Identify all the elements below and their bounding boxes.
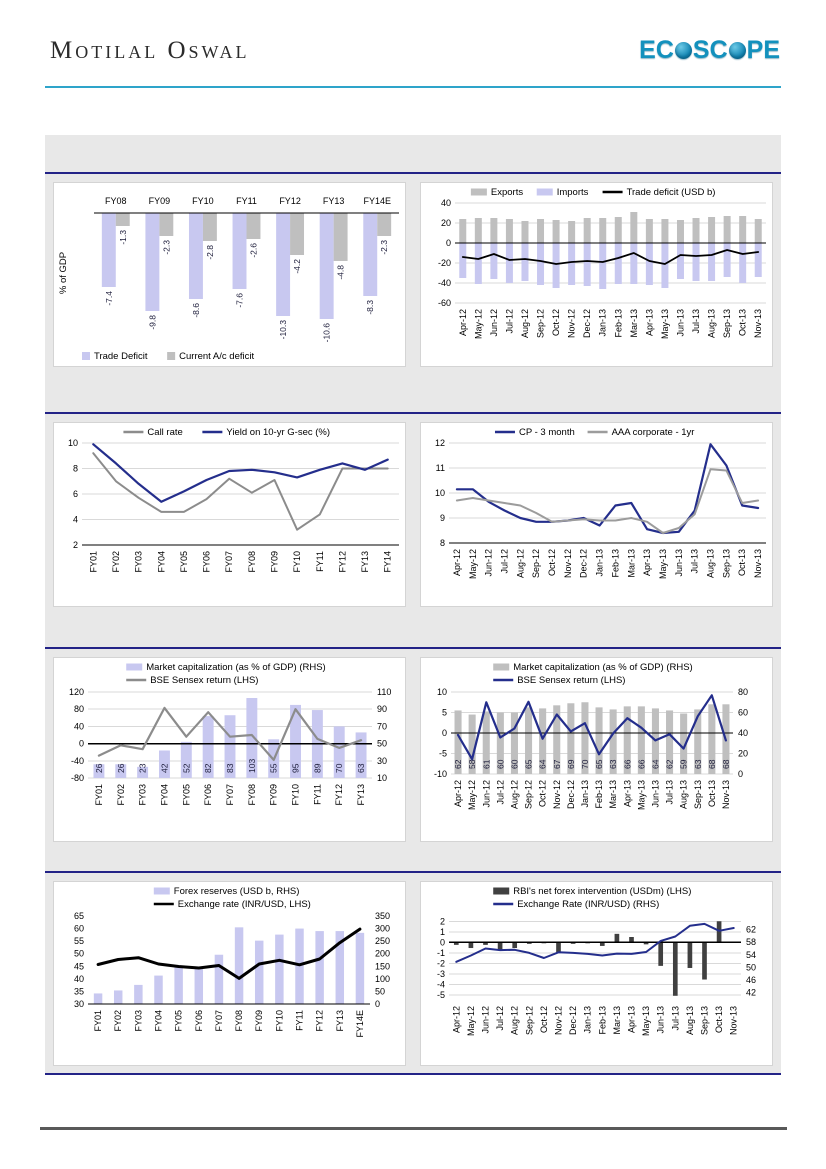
svg-text:-10.6: -10.6 bbox=[321, 323, 332, 343]
svg-text:Jun-12: Jun-12 bbox=[483, 549, 494, 577]
svg-text:Aug-12: Aug-12 bbox=[519, 309, 530, 339]
svg-text:100: 100 bbox=[375, 973, 391, 984]
svg-text:Feb-13: Feb-13 bbox=[610, 549, 621, 578]
svg-text:FY11: FY11 bbox=[314, 551, 325, 572]
svg-text:300: 300 bbox=[375, 923, 391, 934]
rbi-intervention-svg bbox=[421, 882, 772, 1065]
chart-row-1 bbox=[45, 174, 781, 414]
svg-text:63: 63 bbox=[356, 763, 367, 773]
svg-text:-2.8: -2.8 bbox=[204, 245, 215, 260]
svg-text:Jul-13: Jul-13 bbox=[689, 549, 700, 574]
svg-text:FY05: FY05 bbox=[173, 1010, 184, 1032]
svg-text:FY14: FY14 bbox=[382, 551, 393, 573]
svg-text:4: 4 bbox=[72, 514, 78, 525]
chart-row-3 bbox=[45, 649, 781, 873]
svg-text:10: 10 bbox=[67, 438, 78, 448]
svg-text:60: 60 bbox=[73, 923, 84, 934]
svg-text:Jun-12: Jun-12 bbox=[480, 1006, 491, 1034]
svg-text:Jul-12: Jul-12 bbox=[504, 309, 515, 334]
svg-text:FY02: FY02 bbox=[115, 784, 126, 806]
twin-deficit-svg bbox=[54, 183, 405, 366]
svg-text:Jul-12: Jul-12 bbox=[495, 1006, 506, 1031]
svg-text:FY12: FY12 bbox=[279, 196, 301, 206]
svg-text:CP - 3 month: CP - 3 month bbox=[518, 427, 575, 438]
svg-text:Jul-12: Jul-12 bbox=[495, 780, 506, 805]
svg-text:Jan-13: Jan-13 bbox=[582, 1006, 593, 1034]
svg-text:FY06: FY06 bbox=[193, 1010, 204, 1032]
svg-text:Jan-13: Jan-13 bbox=[579, 780, 590, 808]
svg-text:63: 63 bbox=[608, 759, 619, 769]
svg-text:83: 83 bbox=[225, 763, 235, 773]
section-title-band bbox=[45, 135, 781, 174]
svg-text:35: 35 bbox=[73, 986, 84, 997]
svg-text:FY14E: FY14E bbox=[363, 196, 391, 206]
svg-text:-10.3: -10.3 bbox=[278, 320, 289, 340]
svg-text:May-12: May-12 bbox=[467, 780, 478, 811]
svg-text:5: 5 bbox=[441, 707, 447, 718]
svg-text:Jun-13: Jun-13 bbox=[655, 1006, 666, 1034]
svg-text:1: 1 bbox=[439, 926, 445, 937]
svg-text:-60: -60 bbox=[437, 298, 451, 308]
svg-text:Dec-12: Dec-12 bbox=[582, 309, 593, 339]
chart-forex-reserves bbox=[53, 881, 406, 1066]
svg-text:Jul-13: Jul-13 bbox=[691, 309, 702, 334]
svg-text:103: 103 bbox=[246, 758, 257, 773]
chart-trade-balance bbox=[420, 182, 773, 367]
svg-text:-2.3: -2.3 bbox=[379, 240, 390, 255]
ecoscope-logo bbox=[639, 38, 780, 63]
svg-text:63: 63 bbox=[692, 759, 703, 769]
svg-text:30: 30 bbox=[73, 999, 84, 1009]
svg-text:Feb-13: Feb-13 bbox=[594, 780, 605, 809]
svg-text:FY05: FY05 bbox=[178, 551, 189, 573]
svg-text:FY11: FY11 bbox=[312, 784, 323, 805]
svg-text:70: 70 bbox=[579, 759, 590, 769]
svg-text:Trade Deficit: Trade Deficit bbox=[94, 351, 148, 362]
svg-text:11: 11 bbox=[435, 463, 445, 473]
svg-text:FY09: FY09 bbox=[269, 551, 280, 573]
svg-text:-10: -10 bbox=[433, 769, 447, 779]
svg-text:Apr-13: Apr-13 bbox=[642, 549, 653, 577]
svg-text:0: 0 bbox=[441, 728, 447, 738]
svg-text:Apr-12: Apr-12 bbox=[451, 1006, 462, 1034]
svg-text:2: 2 bbox=[72, 540, 78, 550]
svg-text:Nov-12: Nov-12 bbox=[562, 549, 573, 579]
svg-text:Sep-12: Sep-12 bbox=[535, 309, 546, 339]
svg-text:Aug-13: Aug-13 bbox=[678, 780, 689, 810]
svg-text:Apr-12: Apr-12 bbox=[453, 780, 464, 808]
svg-text:-2: -2 bbox=[436, 958, 445, 969]
svg-text:FY09: FY09 bbox=[254, 1010, 265, 1032]
svg-text:Nov-13: Nov-13 bbox=[753, 549, 764, 579]
svg-text:40: 40 bbox=[73, 721, 84, 732]
svg-text:FY09: FY09 bbox=[148, 196, 171, 206]
svg-text:70: 70 bbox=[334, 763, 345, 773]
svg-text:Feb-13: Feb-13 bbox=[597, 1006, 608, 1035]
svg-text:Market capitalization (as % of: Market capitalization (as % of GDP) (RHS) bbox=[146, 662, 326, 673]
svg-text:62: 62 bbox=[453, 759, 464, 769]
svg-text:Mar-13: Mar-13 bbox=[628, 309, 639, 338]
svg-text:Apr-12: Apr-12 bbox=[451, 549, 462, 577]
footer-rule bbox=[40, 1127, 787, 1130]
svg-text:Mar-13: Mar-13 bbox=[611, 1006, 622, 1035]
svg-text:58: 58 bbox=[746, 937, 757, 948]
svg-text:80: 80 bbox=[738, 687, 749, 697]
svg-text:Dec-12: Dec-12 bbox=[565, 780, 576, 810]
chart-row-4 bbox=[45, 873, 781, 1075]
svg-text:Forex reserves (USD b, RHS): Forex reserves (USD b, RHS) bbox=[173, 886, 300, 897]
logo-text-segment: PE bbox=[746, 36, 780, 64]
svg-text:FY13: FY13 bbox=[334, 1010, 345, 1032]
svg-text:Oct-12: Oct-12 bbox=[537, 780, 548, 808]
svg-text:70: 70 bbox=[377, 721, 388, 732]
svg-text:May-12: May-12 bbox=[473, 309, 484, 340]
chart-rates-fy bbox=[53, 422, 406, 607]
svg-text:Apr-13: Apr-13 bbox=[644, 309, 655, 337]
svg-text:FY02: FY02 bbox=[110, 551, 121, 573]
svg-text:Oct-13: Oct-13 bbox=[737, 549, 748, 577]
svg-text:FY10: FY10 bbox=[292, 551, 303, 573]
svg-text:Aug-13: Aug-13 bbox=[706, 309, 717, 339]
svg-text:-20: -20 bbox=[437, 258, 451, 268]
chart-money-market-rates bbox=[420, 422, 773, 607]
svg-text:55: 55 bbox=[268, 763, 279, 773]
svg-text:FY01: FY01 bbox=[93, 784, 104, 806]
svg-text:Aug-13: Aug-13 bbox=[684, 1006, 695, 1036]
svg-text:FY01: FY01 bbox=[88, 551, 99, 573]
svg-text:% of GDP: % of GDP bbox=[58, 251, 69, 295]
svg-text:69: 69 bbox=[565, 759, 576, 769]
svg-text:50: 50 bbox=[73, 948, 84, 959]
svg-text:May-13: May-13 bbox=[636, 780, 647, 811]
svg-text:65: 65 bbox=[523, 759, 534, 769]
trade-balance-svg bbox=[421, 183, 772, 366]
svg-text:Jun-12: Jun-12 bbox=[481, 780, 492, 808]
svg-text:FY09: FY09 bbox=[268, 784, 279, 806]
svg-text:Apr-13: Apr-13 bbox=[626, 1006, 637, 1034]
chart-mcap-sensex-monthly bbox=[420, 657, 773, 842]
svg-text:Nov-13: Nov-13 bbox=[720, 780, 731, 810]
svg-text:250: 250 bbox=[375, 936, 391, 947]
svg-text:-2.6: -2.6 bbox=[248, 243, 259, 258]
svg-text:Nov-12: Nov-12 bbox=[566, 309, 577, 339]
svg-text:65: 65 bbox=[594, 759, 605, 769]
svg-text:Exchange Rate (INR/USD) (RHS): Exchange Rate (INR/USD) (RHS) bbox=[517, 899, 660, 910]
svg-text:200: 200 bbox=[375, 948, 391, 959]
svg-text:Aug-12: Aug-12 bbox=[515, 549, 526, 579]
svg-text:Aug-13: Aug-13 bbox=[705, 549, 716, 579]
svg-text:80: 80 bbox=[73, 704, 84, 715]
globe-icon bbox=[675, 42, 692, 59]
svg-text:May-12: May-12 bbox=[467, 549, 478, 580]
svg-text:23: 23 bbox=[137, 763, 148, 773]
svg-text:FY02: FY02 bbox=[113, 1010, 124, 1032]
svg-text:10: 10 bbox=[377, 773, 388, 783]
logo-text-segment: EC bbox=[639, 36, 674, 64]
svg-text:Jun-13: Jun-13 bbox=[650, 780, 661, 808]
svg-text:-2.3: -2.3 bbox=[161, 240, 172, 255]
svg-text:Yield on 10-yr G-sec (%): Yield on 10-yr G-sec (%) bbox=[226, 427, 331, 438]
svg-text:10: 10 bbox=[434, 488, 445, 498]
svg-text:50: 50 bbox=[377, 738, 388, 749]
svg-text:45: 45 bbox=[73, 961, 84, 972]
svg-text:FY04: FY04 bbox=[159, 784, 170, 806]
svg-text:10: 10 bbox=[436, 687, 447, 697]
logo-text-segment: SC bbox=[692, 36, 728, 64]
svg-text:Jul-13: Jul-13 bbox=[664, 780, 675, 805]
svg-text:FY12: FY12 bbox=[334, 784, 345, 806]
svg-text:Aug-12: Aug-12 bbox=[509, 780, 520, 810]
svg-text:Nov-12: Nov-12 bbox=[553, 1006, 564, 1036]
svg-text:Oct-12: Oct-12 bbox=[538, 1006, 549, 1034]
svg-text:Market capitalization (as % of: Market capitalization (as % of GDP) (RHS) bbox=[513, 662, 693, 673]
svg-text:Oct-12: Oct-12 bbox=[551, 309, 562, 337]
svg-text:FY10: FY10 bbox=[192, 196, 214, 206]
svg-text:FY10: FY10 bbox=[290, 784, 301, 806]
svg-text:AAA corporate - 1yr: AAA corporate - 1yr bbox=[611, 427, 695, 438]
svg-text:0: 0 bbox=[445, 238, 451, 248]
svg-text:52: 52 bbox=[181, 763, 192, 773]
svg-text:62: 62 bbox=[664, 759, 675, 769]
svg-text:Jul-13: Jul-13 bbox=[670, 1006, 681, 1031]
svg-text:6: 6 bbox=[72, 489, 78, 499]
mcap-sensex-fy-svg bbox=[54, 658, 405, 841]
svg-text:12: 12 bbox=[434, 438, 445, 448]
svg-text:Mar-13: Mar-13 bbox=[626, 549, 637, 578]
svg-text:FY03: FY03 bbox=[133, 551, 144, 573]
svg-text:Oct-13: Oct-13 bbox=[714, 1006, 725, 1034]
svg-text:Dec-12: Dec-12 bbox=[568, 1006, 579, 1036]
svg-text:20: 20 bbox=[738, 748, 749, 759]
svg-text:FY01: FY01 bbox=[93, 1010, 104, 1032]
svg-text:FY06: FY06 bbox=[203, 784, 214, 806]
svg-text:0: 0 bbox=[738, 769, 744, 779]
svg-text:BSE Sensex return (LHS): BSE Sensex return (LHS) bbox=[517, 675, 626, 686]
svg-text:-7.6: -7.6 bbox=[234, 293, 245, 308]
svg-text:Oct-13: Oct-13 bbox=[706, 780, 717, 808]
svg-text:40: 40 bbox=[73, 973, 84, 984]
svg-text:May-13: May-13 bbox=[659, 309, 670, 340]
svg-text:-8.6: -8.6 bbox=[190, 303, 201, 318]
svg-text:Exports: Exports bbox=[490, 187, 524, 198]
svg-text:Current A/c deficit: Current A/c deficit bbox=[179, 351, 255, 362]
svg-text:-1.3: -1.3 bbox=[117, 230, 128, 245]
svg-text:26: 26 bbox=[93, 763, 104, 773]
svg-text:Trade deficit (USD b): Trade deficit (USD b) bbox=[626, 187, 716, 198]
svg-text:Sep-13: Sep-13 bbox=[721, 549, 732, 579]
svg-text:61: 61 bbox=[481, 759, 492, 769]
svg-text:60: 60 bbox=[738, 707, 749, 718]
chart-twin-deficit bbox=[53, 182, 406, 367]
svg-text:62: 62 bbox=[746, 924, 757, 935]
svg-text:FY11: FY11 bbox=[236, 196, 257, 206]
svg-text:59: 59 bbox=[678, 759, 689, 769]
forex-reserves-svg bbox=[54, 882, 405, 1065]
svg-text:-7.4: -7.4 bbox=[103, 291, 114, 306]
svg-text:Exchange rate (INR/USD, LHS): Exchange rate (INR/USD, LHS) bbox=[177, 899, 311, 910]
mcap-sensex-monthly-svg bbox=[421, 658, 772, 841]
chart-mcap-sensex-fy bbox=[53, 657, 406, 842]
svg-text:0: 0 bbox=[375, 999, 381, 1009]
svg-text:60: 60 bbox=[495, 759, 506, 769]
svg-text:-4.8: -4.8 bbox=[335, 265, 346, 280]
svg-text:FY11: FY11 bbox=[294, 1010, 305, 1031]
svg-text:Jan-13: Jan-13 bbox=[594, 549, 605, 577]
svg-text:67: 67 bbox=[551, 759, 562, 769]
svg-text:20: 20 bbox=[440, 218, 451, 228]
svg-text:Apr-12: Apr-12 bbox=[457, 309, 468, 337]
svg-text:FY06: FY06 bbox=[201, 551, 212, 573]
svg-text:95: 95 bbox=[290, 763, 301, 773]
svg-text:Jan-13: Jan-13 bbox=[597, 309, 608, 337]
chart-row-2 bbox=[45, 414, 781, 649]
svg-text:90: 90 bbox=[377, 704, 388, 715]
svg-text:Call rate: Call rate bbox=[147, 427, 183, 438]
svg-text:Sep-13: Sep-13 bbox=[722, 309, 733, 339]
svg-text:65: 65 bbox=[73, 911, 84, 921]
svg-text:50: 50 bbox=[746, 962, 757, 973]
globe-icon bbox=[729, 42, 746, 59]
svg-text:FY03: FY03 bbox=[133, 1010, 144, 1032]
svg-text:FY10: FY10 bbox=[274, 1010, 285, 1032]
svg-text:-4: -4 bbox=[436, 979, 445, 990]
svg-text:46: 46 bbox=[746, 975, 757, 986]
svg-text:Apr-13: Apr-13 bbox=[622, 780, 633, 808]
svg-text:-4.2: -4.2 bbox=[292, 259, 303, 274]
svg-text:Dec-12: Dec-12 bbox=[578, 549, 589, 579]
svg-text:42: 42 bbox=[746, 987, 757, 998]
svg-text:30: 30 bbox=[377, 755, 388, 766]
rates-fy-svg bbox=[54, 423, 405, 606]
svg-text:FY08: FY08 bbox=[246, 551, 257, 573]
svg-text:42: 42 bbox=[159, 763, 170, 773]
svg-text:May-13: May-13 bbox=[641, 1006, 652, 1037]
svg-text:Feb-13: Feb-13 bbox=[613, 309, 624, 338]
svg-text:89: 89 bbox=[312, 763, 323, 773]
svg-text:68: 68 bbox=[720, 759, 731, 769]
svg-text:BSE Sensex return (LHS): BSE Sensex return (LHS) bbox=[150, 675, 259, 686]
svg-text:Sep-13: Sep-13 bbox=[699, 1006, 710, 1036]
svg-text:FY07: FY07 bbox=[213, 1010, 224, 1032]
svg-text:FY08: FY08 bbox=[105, 196, 127, 206]
svg-text:-80: -80 bbox=[70, 773, 84, 783]
page-header bbox=[50, 36, 780, 66]
svg-text:Nov-12: Nov-12 bbox=[551, 780, 562, 810]
svg-text:0: 0 bbox=[439, 937, 445, 948]
svg-text:8: 8 bbox=[72, 463, 78, 474]
svg-text:64: 64 bbox=[537, 759, 548, 769]
svg-text:Imports: Imports bbox=[556, 187, 589, 198]
svg-text:FY05: FY05 bbox=[181, 784, 192, 806]
svg-text:Aug-12: Aug-12 bbox=[509, 1006, 520, 1036]
svg-text:Sep-12: Sep-12 bbox=[524, 1006, 535, 1036]
svg-text:26: 26 bbox=[115, 763, 126, 773]
svg-text:Jul-12: Jul-12 bbox=[499, 549, 510, 574]
svg-text:FY13: FY13 bbox=[356, 784, 367, 806]
svg-text:Jun-12: Jun-12 bbox=[488, 309, 499, 337]
svg-text:FY13: FY13 bbox=[360, 551, 371, 573]
svg-text:FY04: FY04 bbox=[156, 551, 167, 573]
svg-text:2: 2 bbox=[439, 916, 445, 927]
svg-text:64: 64 bbox=[650, 759, 661, 769]
svg-text:FY12: FY12 bbox=[337, 551, 348, 573]
svg-text:66: 66 bbox=[636, 759, 647, 769]
svg-text:82: 82 bbox=[203, 763, 214, 773]
svg-text:Sep-12: Sep-12 bbox=[531, 549, 542, 579]
svg-text:May-13: May-13 bbox=[657, 549, 668, 580]
svg-text:Jun-13: Jun-13 bbox=[673, 549, 684, 577]
svg-text:110: 110 bbox=[377, 687, 392, 697]
svg-text:Nov-13: Nov-13 bbox=[728, 1006, 739, 1036]
svg-text:-5: -5 bbox=[438, 748, 447, 759]
svg-text:RBI's net forex intervention (: RBI's net forex intervention (USDm) (LHS) bbox=[513, 886, 692, 897]
svg-text:FY03: FY03 bbox=[137, 784, 148, 806]
svg-text:FY07: FY07 bbox=[225, 784, 235, 806]
svg-text:8: 8 bbox=[439, 538, 445, 548]
svg-text:-5: -5 bbox=[436, 989, 445, 1000]
svg-text:66: 66 bbox=[622, 759, 633, 769]
chart-rbi-intervention bbox=[420, 881, 773, 1066]
svg-text:55: 55 bbox=[73, 936, 84, 947]
brand-wordmark: Motilal Oswal bbox=[50, 37, 250, 64]
svg-text:Oct-13: Oct-13 bbox=[737, 309, 748, 337]
svg-text:FY13: FY13 bbox=[322, 196, 345, 206]
svg-text:-40: -40 bbox=[437, 278, 451, 288]
svg-text:-40: -40 bbox=[70, 755, 84, 766]
svg-text:FY08: FY08 bbox=[246, 784, 257, 806]
svg-text:FY12: FY12 bbox=[314, 1010, 325, 1032]
svg-text:-3: -3 bbox=[436, 968, 445, 979]
svg-text:Jun-13: Jun-13 bbox=[675, 309, 686, 337]
svg-text:68: 68 bbox=[706, 759, 717, 769]
svg-text:Nov-13: Nov-13 bbox=[753, 309, 764, 339]
svg-text:58: 58 bbox=[467, 759, 478, 769]
svg-text:Mar-13: Mar-13 bbox=[608, 780, 619, 809]
exhibit-grid bbox=[45, 135, 781, 1075]
svg-text:FY04: FY04 bbox=[153, 1010, 164, 1032]
svg-text:40: 40 bbox=[440, 198, 451, 208]
svg-text:-1: -1 bbox=[436, 947, 445, 958]
svg-text:FY07: FY07 bbox=[224, 551, 235, 573]
svg-text:FY14E: FY14E bbox=[354, 1010, 365, 1038]
svg-text:150: 150 bbox=[375, 961, 391, 972]
svg-text:Sep-13: Sep-13 bbox=[692, 780, 703, 810]
svg-text:60: 60 bbox=[509, 759, 520, 769]
svg-text:May-12: May-12 bbox=[465, 1006, 476, 1037]
svg-text:9: 9 bbox=[439, 513, 445, 523]
svg-text:54: 54 bbox=[746, 949, 757, 960]
svg-text:Sep-12: Sep-12 bbox=[523, 780, 534, 810]
svg-text:120: 120 bbox=[68, 687, 84, 697]
svg-text:FY08: FY08 bbox=[234, 1010, 245, 1032]
money-market-rates-svg bbox=[421, 423, 772, 606]
svg-text:-8.3: -8.3 bbox=[365, 300, 376, 315]
svg-text:40: 40 bbox=[738, 728, 749, 738]
header-divider bbox=[45, 86, 781, 88]
svg-text:Oct-12: Oct-12 bbox=[547, 549, 558, 577]
svg-text:0: 0 bbox=[78, 738, 84, 749]
svg-text:350: 350 bbox=[375, 911, 391, 921]
svg-text:50: 50 bbox=[375, 986, 386, 997]
svg-text:-9.8: -9.8 bbox=[147, 315, 158, 330]
